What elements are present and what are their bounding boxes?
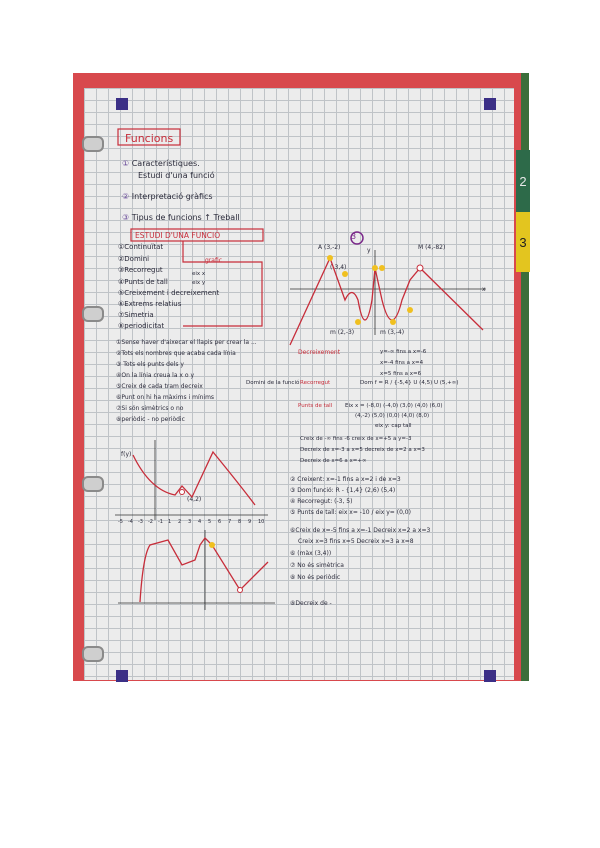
graph2-x-tick: 9 xyxy=(248,519,252,525)
study-item: ⑥Extrems relatius xyxy=(118,300,182,308)
outline-item-3: ③ Tipus de funcions ↑ Treball xyxy=(122,213,240,222)
graph2-x-tick: -3 xyxy=(138,519,143,525)
graph2-x-tick: -2 xyxy=(148,519,153,525)
right-note: Recorregut xyxy=(300,380,331,386)
graph2 xyxy=(115,440,268,520)
study-item: ④Punts de tall xyxy=(118,278,168,286)
study-item: ⑦Simetria xyxy=(118,311,154,319)
graph2-x-tick: 5 xyxy=(208,519,212,525)
study-box-title: ESTUDI D'UNA FUNCIÓ xyxy=(135,231,221,240)
right-note: x=5 fins a x=6 xyxy=(380,371,422,377)
study-item: ⑧periodicitat xyxy=(118,322,165,330)
graph3-note: ⑥Creix de x=-5 fins a x=-1 Decreix x=2 a x=3 xyxy=(290,527,431,534)
outline-item-2: ② Interpretació gràfics xyxy=(122,192,213,201)
study-item: ①Continuïtat xyxy=(118,243,164,251)
graph3-note: ⑦ No és simètrica xyxy=(290,562,344,569)
right-note: Punts de tall xyxy=(298,403,333,409)
graph1-point-label: m (2,-3) xyxy=(330,329,355,336)
graph2-note: ③ Dom funció: R - {1,4} (2,6) (5,4) xyxy=(290,487,396,494)
right-note: x=-4 fins a x=4 xyxy=(380,360,424,366)
graph2-x-tick: 3 xyxy=(188,519,192,525)
decreixement-title: Decreixement xyxy=(298,349,341,356)
tip-line: ⑥Punt on hi ha màxims i mínims xyxy=(116,394,215,401)
graph2-x-tick: 6 xyxy=(218,519,222,525)
graph1-circle-label: 3 xyxy=(351,232,357,241)
study-item: ⑤Creixement i decreixement xyxy=(118,289,220,297)
graph1-axis-label: x xyxy=(482,286,486,293)
right-note: Decreix de x=-3 a x=5 decreix de x=2 a x=3 xyxy=(300,447,425,453)
graph3-note: ⑧Decreix de - xyxy=(290,600,332,607)
study-box-bracket xyxy=(183,241,262,326)
graph3 xyxy=(118,530,275,610)
outline-item-1: ① Característiques. xyxy=(122,159,200,168)
right-note: (4,-2) (5,0) (0,0) (4,0) (8,0) xyxy=(355,413,430,419)
graph2-x-tick: 7 xyxy=(228,519,232,525)
tip-line: ②Tots els nombres que acaba cada línia xyxy=(116,350,236,357)
right-note: Creix de -∞ fins -6 creix de x=+5 a y=-3 xyxy=(300,436,412,442)
graph2-x-tick: 2 xyxy=(178,519,182,525)
tip-line: ⑧periòdic - no periòdic xyxy=(116,416,185,423)
graph1-axis-label: y xyxy=(367,247,371,254)
right-note: Dom f = R / {-5,4} U (4,5) U (5,+∞) xyxy=(360,380,459,386)
study-item: ②Domini xyxy=(118,255,150,263)
graph3-note: Creix x=3 fins x=5 Decreix x=3 a x=8 xyxy=(298,538,414,545)
tip-line: ③ Tots els punts dels y xyxy=(116,361,184,368)
right-note: Eix x = (-8,0) (-4,0) (3,0) (4,0) (6,0) xyxy=(345,403,443,409)
title-box xyxy=(118,129,180,145)
graph2-x-tick: 10 xyxy=(258,519,265,525)
tab-label: 2 xyxy=(519,173,527,189)
graph2-x-tick: 4 xyxy=(198,519,202,525)
tip-line: ①Sense haver d'aixecar el llapis per crear la ... xyxy=(116,339,257,346)
graph1-point-label: (-3,4) xyxy=(330,264,347,271)
graph2-x-tick: 1 xyxy=(168,519,172,525)
graph1-point-label: M (4,-82) xyxy=(418,244,446,251)
page-title: Funcions xyxy=(125,132,174,145)
graph1-point-label: m (3,-4) xyxy=(380,329,405,336)
tip-line: ⑤Creix de cada tram decreix xyxy=(116,383,203,390)
graph2-note: ② Creixent: x=-1 fins a x=2 i de x=3 xyxy=(290,476,401,483)
graph2-x-tick: 8 xyxy=(238,519,242,525)
graph2-note: ④ Recorregut: (-3, 5) xyxy=(290,498,353,505)
tip-line: ⑦Si són simètrics o no xyxy=(116,405,184,412)
tab-label: 3 xyxy=(519,234,527,250)
right-note: eix y: cap tall xyxy=(375,423,412,429)
graph2-point-label: (4,2) xyxy=(187,496,202,503)
study-note: eix y xyxy=(192,280,206,286)
graph3-note: ⑥ (màx (3,4)) xyxy=(290,550,332,557)
right-note: Decreix de x=6 a x=+∞ xyxy=(300,458,367,464)
graph2-x-tick: -4 xyxy=(128,519,133,525)
study-item: ③Recorregut xyxy=(118,266,163,274)
graph2-axis-label: f(y) xyxy=(121,451,132,458)
graph3-note: ⑧ No és periòdic xyxy=(290,574,341,581)
right-note: Domini de la funció xyxy=(246,380,300,386)
graph2-x-tick: -1 xyxy=(158,519,163,525)
study-note: eix x xyxy=(192,271,206,277)
right-note: y=-∞ fins a x=-6 xyxy=(380,349,427,355)
graph1 xyxy=(290,232,486,345)
tip-line: ④On la línia creua la x o y xyxy=(116,372,194,379)
study-box-header xyxy=(131,229,263,241)
graph1-point-label: A (3,-2) xyxy=(318,244,341,251)
outline-item-1b: Estudi d'una funció xyxy=(138,171,215,180)
graph2-note: ⑤ Punts de tall: eix x= -10 / eix y= (0,0) xyxy=(290,509,411,516)
graph2-x-tick: -5 xyxy=(118,519,123,525)
study-note: grafic xyxy=(205,257,223,264)
